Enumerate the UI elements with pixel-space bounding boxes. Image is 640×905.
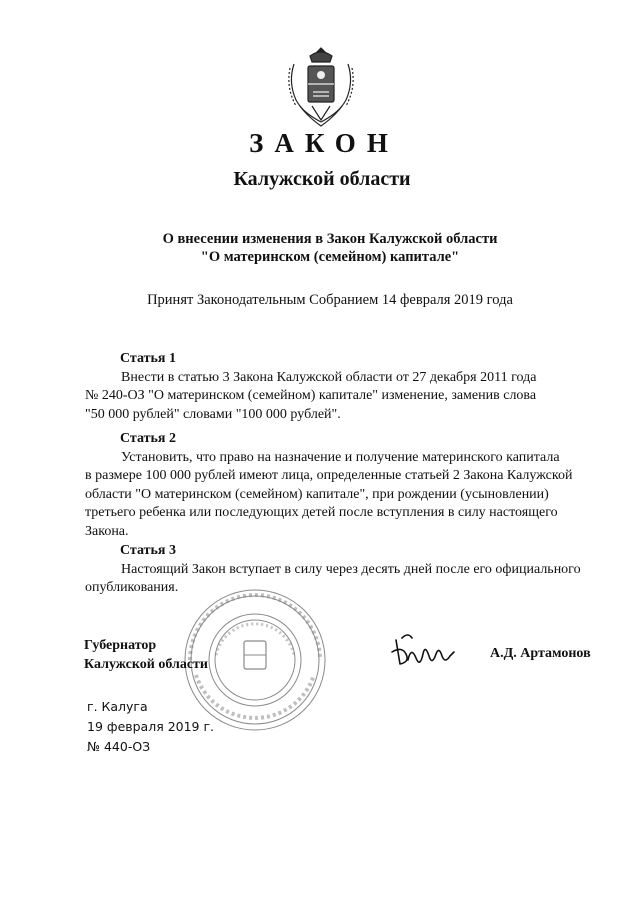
law-subject-line-2: "О материнском (семейном) капитале" — [200, 249, 460, 265]
article-2-line-1: Установить, что право на назначение и получение материнского капитала — [121, 450, 560, 465]
signatory-name: А.Д. Артамонов — [490, 646, 591, 661]
article-1-line-1: Внести в статью 3 Закона Калужской области от 27 декабря 2011 года — [121, 370, 537, 385]
article-3-heading: Статья 3 — [120, 543, 176, 558]
signatory-position-line-1: Губернатор — [84, 638, 157, 653]
article-1-line-2: № 240-ОЗ "О материнском (семейном) капитале" изменение, заменив слова — [85, 388, 537, 404]
signatory-position-line-2: Калужской области — [84, 656, 208, 672]
law-subject — [120, 230, 540, 266]
article-1-text — [85, 369, 600, 424]
adoption-note: Принят Законодательным Собранием 14 февраля 2019 года — [147, 292, 513, 308]
kaluga-coat-of-arms-icon — [286, 44, 356, 130]
article-2-text — [85, 449, 600, 541]
handwritten-signature-icon — [388, 626, 458, 674]
region-name: Калужской области — [233, 168, 411, 190]
article-2-heading: Статья 2 — [120, 431, 176, 446]
issue-city: г. Калуга — [87, 699, 148, 714]
article-2-line-4: третьего ребенка или последующих детей после вступления в силу настоящего — [85, 505, 558, 521]
article-1-heading: Статья 1 — [120, 351, 176, 366]
article-3-line-2: опубликования. — [85, 580, 179, 596]
article-3-text — [85, 561, 600, 598]
article-3-line-1: Настоящий Закон вступает в силу через десять дней после его официального — [121, 562, 581, 577]
signatory-position — [84, 637, 208, 674]
article-1-line-3: "50 000 рублей" словами "100 000 рублей". — [85, 406, 341, 422]
law-subject-line-1: О внесении изменения в Закон Калужской области — [162, 231, 498, 247]
issue-date: 19 февраля 2019 г. — [87, 719, 215, 734]
law-number: № 440-ОЗ — [87, 739, 151, 754]
article-2-line-2: в размере 100 000 рублей имеют лица, определенные статьей 2 Закона Калужской — [85, 468, 573, 484]
article-2-line-5: Закона. — [85, 523, 129, 539]
document-meta — [87, 697, 214, 757]
document-title: ЗАКОН — [249, 128, 399, 158]
article-2-line-3: области "О материнском (семейном) капитале", при рождении (усыновлении) — [85, 486, 549, 502]
